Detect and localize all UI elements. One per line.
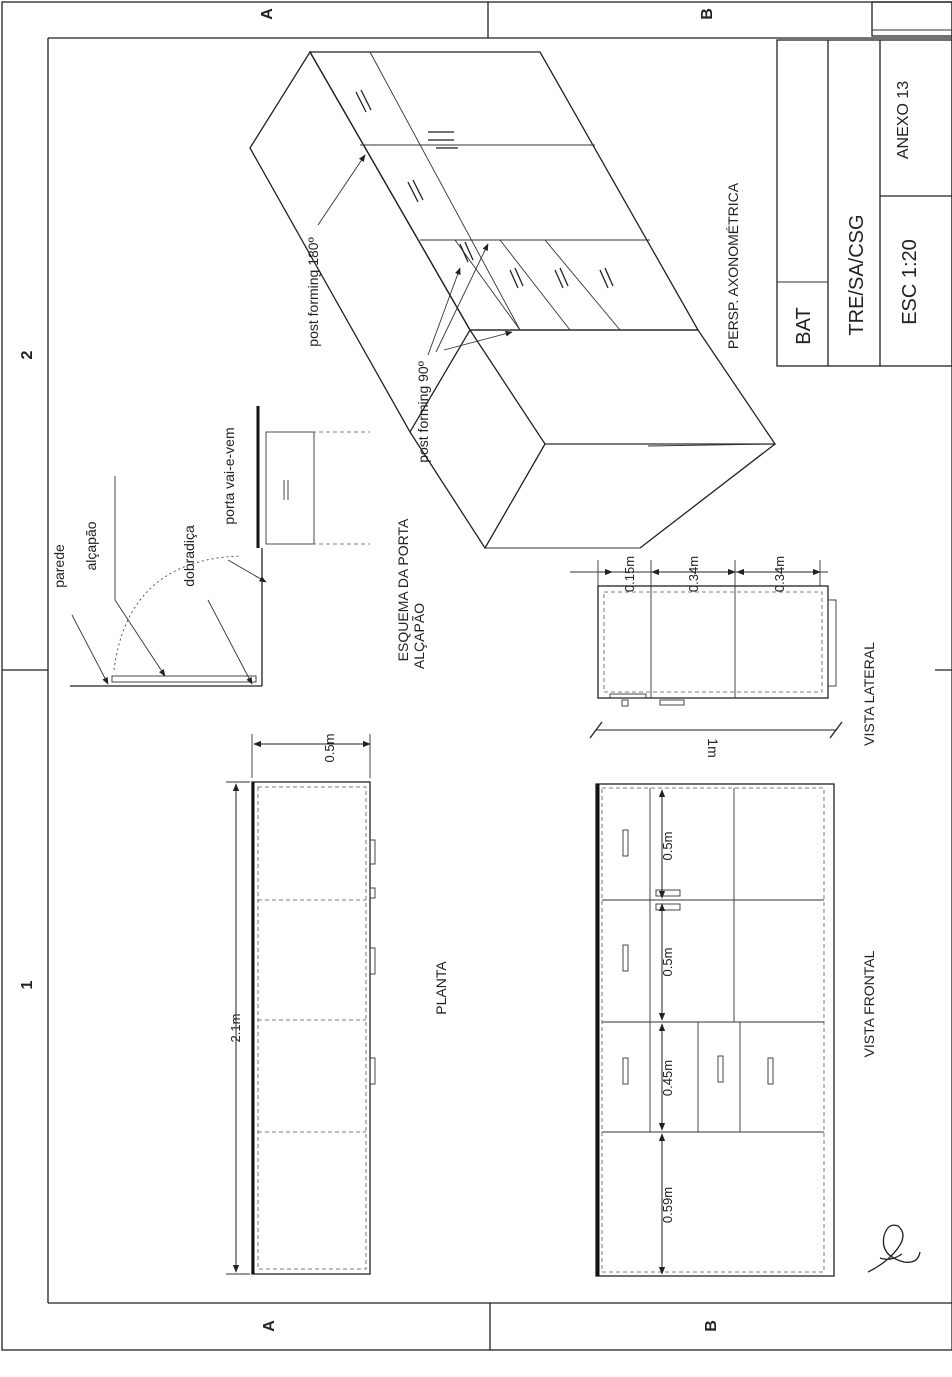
grid-number-2: 2: [19, 350, 36, 360]
side-dim-034-b: 0.34m: [772, 555, 787, 593]
post-forming-180-label: post forming 180º: [305, 237, 321, 347]
door-scheme-title-line2: ALÇAPÃO: [411, 602, 427, 670]
plan-view: [226, 734, 375, 1274]
title-org: BAT: [793, 307, 815, 345]
door-label-porta-vai-e-vem: porta vai-e-vem: [221, 427, 237, 525]
axonometric-view: [250, 52, 775, 548]
side-dim-015: 0.15m: [622, 555, 637, 593]
grid-number-1: 1: [19, 980, 36, 990]
plan-title: PLANTA: [433, 961, 449, 1015]
side-dim-034-a: 0.34m: [686, 555, 701, 593]
axonometric-title: PERSP. AXONOMÉTRICA: [725, 182, 741, 350]
door-scheme: [70, 406, 370, 686]
title-department: TRE/SA/CSG: [846, 214, 868, 336]
grid-letter-bottom-b: B: [703, 1320, 720, 1332]
front-dim-045: 0.45m: [660, 1059, 675, 1097]
plan-length-dim: 2.1m: [228, 1013, 243, 1043]
door-label-dobradica: dobradiça: [181, 525, 197, 587]
door-scheme-title-line1: ESQUEMA DA PORTA: [395, 518, 411, 662]
front-dim-05-b: 0.5m: [660, 947, 675, 977]
front-dim-05-a: 0.5m: [660, 831, 675, 861]
door-label-alcapao: alçapão: [83, 521, 99, 571]
door-label-parede: parede: [51, 544, 67, 588]
side-height-dim: 1m: [705, 738, 721, 758]
grid-letter-top-b: B: [699, 8, 716, 20]
front-view-title: VISTA FRONTAL: [861, 950, 877, 1058]
title-scale: ESC 1:20: [899, 239, 921, 325]
signature: [868, 1225, 920, 1272]
front-view: [596, 784, 834, 1276]
front-dim-059: 0.59m: [660, 1186, 675, 1224]
side-view: [570, 560, 842, 738]
grid-letter-bottom-a: A: [261, 1320, 278, 1332]
post-forming-90-label: post forming 90º: [415, 361, 431, 463]
side-view-title: VISTA LATERAL: [861, 642, 877, 746]
grid-letter-top-a: A: [259, 8, 276, 20]
plan-depth-dim: 0.5m: [322, 733, 337, 763]
title-annex: ANEXO 13: [895, 80, 912, 160]
